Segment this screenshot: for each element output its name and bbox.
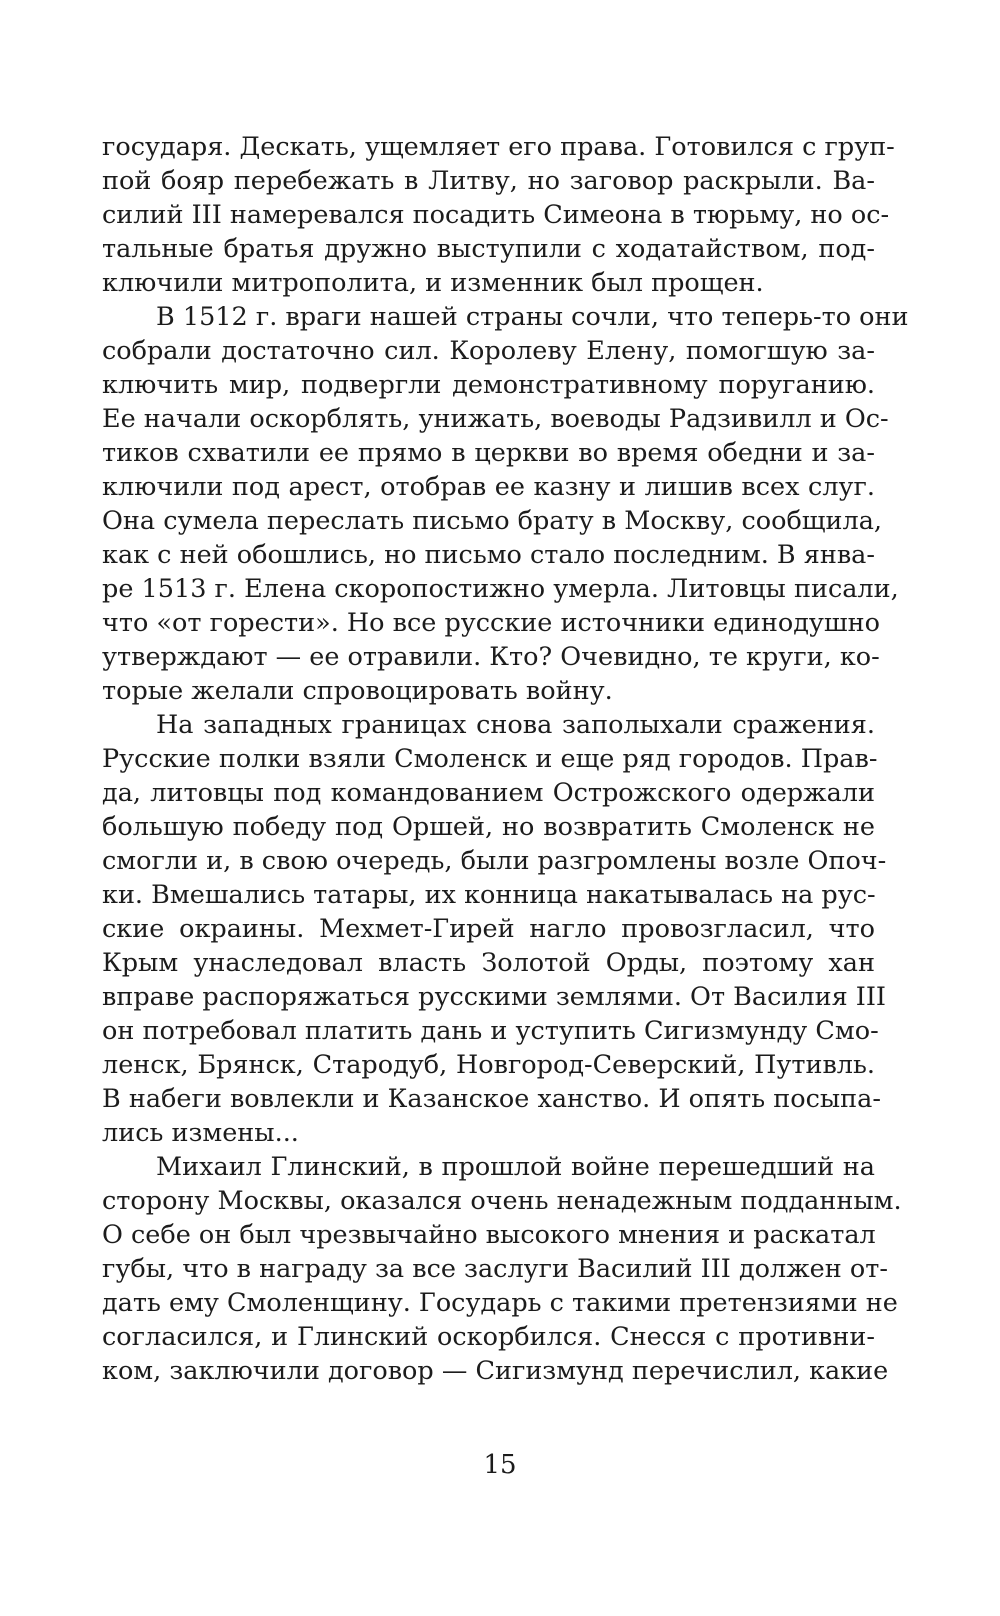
text-line: Михаил Глинский, в прошлой войне перешедший на — [156, 1152, 875, 1182]
text-line: большую победу под Оршей, но возвратить Смоленск не — [102, 812, 875, 842]
text-line: сторону Москвы, оказался очень ненадежным подданным. — [102, 1186, 902, 1216]
text-line: Крым унаследовал власть Золотой Орды, поэтому хан — [102, 948, 875, 978]
text-line: лись измены... — [102, 1118, 299, 1148]
text-line: В набеги вовлекли и Казанское ханство. И опять посыпа- — [102, 1084, 881, 1114]
text-line: вправе распоряжаться русскими землями. От Василия III — [102, 982, 886, 1012]
text-line: тальные братья дружно выступили с ходатайством, под- — [102, 234, 875, 264]
text-line: утверждают — ее отравили. Кто? Очевидно, те круги, ко- — [102, 642, 880, 672]
text-line: На западных границах снова заполыхали сражения. — [156, 710, 875, 740]
text-line: ком, заключили договор — Сигизмунд перечислил, какие — [102, 1356, 889, 1386]
text-line: В 1512 г. враги нашей страны сочли, что теперь-то они — [156, 302, 909, 332]
text-line: Русские полки взяли Смоленск и еще ряд городов. Прав- — [102, 744, 878, 774]
text-line: силий III намеревался посадить Симеона в тюрьму, но ос- — [102, 200, 890, 230]
text-line: ключить мир, подвергли демонстративному поруганию. — [102, 370, 875, 400]
text-line: что «от горести». Но все русские источники единодушно — [102, 608, 880, 638]
text-line: ленск, Брянск, Стародуб, Новгород-Северский, Путивль. — [102, 1050, 875, 1080]
text-line: губы, что в награду за все заслуги Василий III должен от- — [102, 1254, 888, 1284]
text-line: как с ней обошлись, но письмо стало последним. В янва- — [102, 540, 876, 570]
text-line: да, литовцы под командованием Острожского одержали — [102, 778, 875, 808]
text-line: ре 1513 г. Елена скоропостижно умерла. Литовцы писали, — [102, 574, 899, 604]
text-line: Ее начали оскорблять, унижать, воеводы Радзивилл и Ос- — [102, 404, 889, 434]
text-line: ключили митрополита, и изменник был прощен. — [102, 268, 764, 298]
text-line: ские окраины. Мехмет-Гирей нагло провозгласил, что — [102, 914, 875, 944]
text-line: торые желали спровоцировать войну. — [102, 676, 613, 706]
text-line: государя. Дескать, ущемляет его права. Готовился с груп- — [102, 132, 895, 162]
text-line: ключили под арест, отобрав ее казну и лишив всех слуг. — [102, 472, 875, 502]
text-line: Она сумела переслать письмо брату в Москву, сообщила, — [102, 506, 883, 536]
text-line: тиков схватили ее прямо в церкви во время обедни и за- — [102, 438, 875, 468]
text-line: дать ему Смоленщину. Государь с такими претензиями не — [102, 1288, 898, 1318]
text-line: согласился, и Глинский оскорбился. Снесся с противни- — [102, 1322, 875, 1352]
text-line: пой бояр перебежать в Литву, но заговор раскрыли. Ва- — [102, 166, 875, 196]
text-line: смогли и, в свою очередь, были разгромлены возле Опоч- — [102, 846, 887, 876]
text-line: он потребовал платить дань и уступить Сигизмунду Смо- — [102, 1016, 879, 1046]
text-line: собрали достаточно сил. Королеву Елену, помогшую за- — [102, 336, 875, 366]
text-line: О себе он был чрезвычайно высокого мнения и раскатал — [102, 1220, 876, 1250]
page-number: 15 — [483, 1450, 517, 1480]
text-line: ки. Вмешались татары, их конница накатывалась на рус- — [102, 880, 876, 910]
